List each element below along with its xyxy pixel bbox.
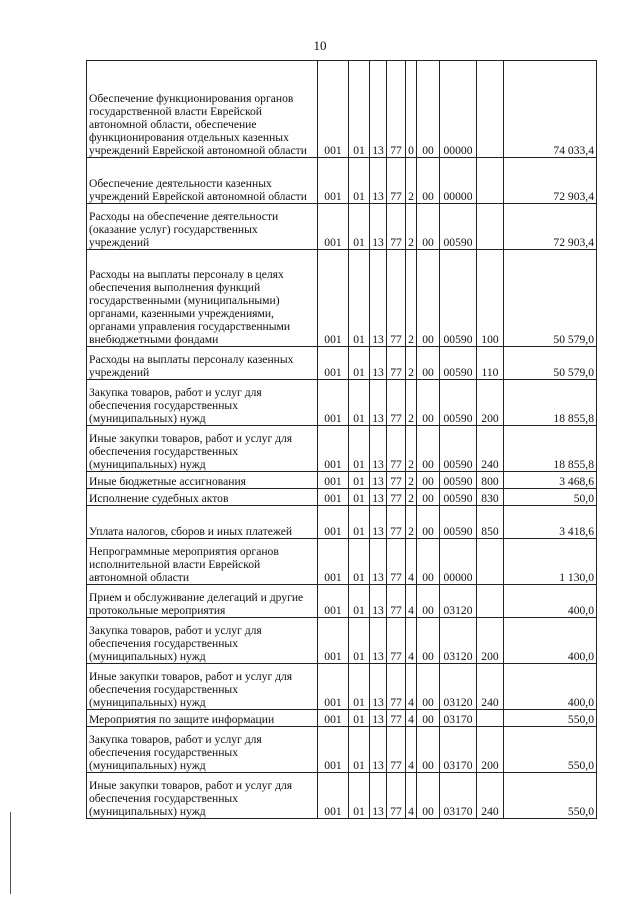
cell-ved: 001 (318, 472, 349, 489)
table-row (87, 727, 597, 773)
cell-direction: 00 (417, 380, 440, 426)
cell-expense-type (477, 61, 504, 158)
cell-rz: 01 (349, 773, 370, 819)
cell-ved: 001 (318, 347, 349, 380)
cell-code: 00000 (440, 158, 477, 204)
cell-expense-type: 200 (477, 380, 504, 426)
cell-rz: 01 (349, 585, 370, 618)
table-row (87, 204, 597, 250)
cell-expense-type: 110 (477, 347, 504, 380)
row-name: Прием и обслуживание делегаций и другие протокольные мероприятия (87, 585, 318, 618)
cell-ved: 001 (318, 664, 349, 710)
cell-code: 03120 (440, 664, 477, 710)
table-row (87, 426, 597, 472)
row-name: Мероприятия по защите информации (87, 710, 318, 727)
cell-amount: 50 579,0 (504, 250, 597, 347)
cell-amount: 550,0 (504, 727, 597, 773)
row-name: Иные закупки товаров, работ и услуг для обеспечения государственных (муниципальных) нужд (87, 426, 318, 472)
cell-expense-type (477, 710, 504, 727)
cell-expense-type: 240 (477, 426, 504, 472)
cell-rz: 01 (349, 426, 370, 472)
cell-pr: 13 (370, 585, 387, 618)
cell-expense-type (477, 158, 504, 204)
cell-code: 03170 (440, 710, 477, 727)
cell-amount: 18 855,8 (504, 380, 597, 426)
cell-rz: 01 (349, 380, 370, 426)
budget-table (86, 60, 597, 819)
cell-rz: 01 (349, 472, 370, 489)
cell-ved: 001 (318, 426, 349, 472)
row-name: Иные бюджетные ассигнования (87, 472, 318, 489)
cell-pr: 13 (370, 204, 387, 250)
cell-ved: 001 (318, 380, 349, 426)
cell-amount: 550,0 (504, 773, 597, 819)
cell-program: 77 (387, 61, 406, 158)
table-row (87, 250, 597, 347)
cell-ved: 001 (318, 61, 349, 158)
cell-amount: 550,0 (504, 710, 597, 727)
cell-pr: 13 (370, 347, 387, 380)
table-row (87, 347, 597, 380)
cell-program: 77 (387, 710, 406, 727)
cell-direction: 00 (417, 506, 440, 539)
cell-pr: 13 (370, 250, 387, 347)
table-row (87, 773, 597, 819)
cell-amount: 400,0 (504, 664, 597, 710)
cell-code: 03170 (440, 727, 477, 773)
cell-direction: 00 (417, 489, 440, 506)
cell-expense-type: 830 (477, 489, 504, 506)
cell-direction: 00 (417, 158, 440, 204)
cell-pr: 13 (370, 664, 387, 710)
cell-amount: 18 855,8 (504, 426, 597, 472)
cell-program: 77 (387, 539, 406, 585)
cell-ved: 001 (318, 506, 349, 539)
row-name: Иные закупки товаров, работ и услуг для обеспечения государственных (муниципальных) нужд (87, 664, 318, 710)
cell-pr: 13 (370, 61, 387, 158)
cell-code: 00590 (440, 380, 477, 426)
cell-subprogram: 2 (406, 250, 417, 347)
row-name: Уплата налогов, сборов и иных платежей (87, 506, 318, 539)
cell-direction: 00 (417, 727, 440, 773)
cell-direction: 00 (417, 773, 440, 819)
cell-program: 77 (387, 472, 406, 489)
row-name: Закупка товаров, работ и услуг для обеспечения государственных (муниципальных) нужд (87, 380, 318, 426)
cell-rz: 01 (349, 158, 370, 204)
cell-pr: 13 (370, 727, 387, 773)
cell-ved: 001 (318, 158, 349, 204)
cell-amount: 72 903,4 (504, 158, 597, 204)
cell-code: 00000 (440, 61, 477, 158)
cell-amount: 1 130,0 (504, 539, 597, 585)
cell-expense-type: 800 (477, 472, 504, 489)
cell-code: 00590 (440, 472, 477, 489)
row-name: Исполнение судебных актов (87, 489, 318, 506)
table-row (87, 489, 597, 506)
margin-line (10, 812, 11, 894)
cell-code: 00000 (440, 539, 477, 585)
cell-subprogram: 2 (406, 472, 417, 489)
cell-subprogram: 4 (406, 773, 417, 819)
row-name: Закупка товаров, работ и услуг для обеспечения государственных (муниципальных) нужд (87, 727, 318, 773)
table-row (87, 472, 597, 489)
cell-rz: 01 (349, 618, 370, 664)
cell-subprogram: 4 (406, 664, 417, 710)
cell-direction: 00 (417, 426, 440, 472)
table-row (87, 618, 597, 664)
row-name: Обеспечение функционирования органов государственной власти Еврейской автономной области, обеспечение функционирования отдельных казенных учреждений Еврейской автономной области (87, 61, 318, 158)
cell-direction: 00 (417, 585, 440, 618)
cell-ved: 001 (318, 773, 349, 819)
cell-expense-type (477, 585, 504, 618)
cell-amount: 3 418,6 (504, 506, 597, 539)
row-name: Расходы на выплаты персоналу в целях обеспечения выполнения функций государственными (муниципальными) органами, казенными учреждениями, органами управления государственными внебюджетными фондами (87, 250, 318, 347)
cell-direction: 00 (417, 710, 440, 727)
table-row (87, 539, 597, 585)
cell-expense-type: 200 (477, 727, 504, 773)
table-row (87, 158, 597, 204)
cell-direction: 00 (417, 664, 440, 710)
cell-subprogram: 2 (406, 426, 417, 472)
table-row (87, 61, 597, 158)
cell-amount: 50,0 (504, 489, 597, 506)
cell-ved: 001 (318, 710, 349, 727)
cell-pr: 13 (370, 539, 387, 585)
cell-rz: 01 (349, 347, 370, 380)
cell-subprogram: 4 (406, 539, 417, 585)
cell-ved: 001 (318, 618, 349, 664)
cell-subprogram: 4 (406, 727, 417, 773)
cell-pr: 13 (370, 506, 387, 539)
cell-rz: 01 (349, 204, 370, 250)
table-row (87, 664, 597, 710)
cell-amount: 74 033,4 (504, 61, 597, 158)
cell-rz: 01 (349, 250, 370, 347)
cell-subprogram: 2 (406, 158, 417, 204)
cell-subprogram: 2 (406, 489, 417, 506)
table-row (87, 585, 597, 618)
cell-program: 77 (387, 204, 406, 250)
cell-expense-type: 240 (477, 773, 504, 819)
cell-subprogram: 2 (406, 506, 417, 539)
cell-amount: 50 579,0 (504, 347, 597, 380)
cell-pr: 13 (370, 472, 387, 489)
cell-rz: 01 (349, 539, 370, 585)
cell-direction: 00 (417, 347, 440, 380)
cell-subprogram: 4 (406, 585, 417, 618)
cell-program: 77 (387, 380, 406, 426)
cell-program: 77 (387, 506, 406, 539)
cell-subprogram: 4 (406, 710, 417, 727)
cell-program: 77 (387, 158, 406, 204)
page-number: 10 (313, 38, 327, 53)
cell-expense-type: 100 (477, 250, 504, 347)
cell-pr: 13 (370, 773, 387, 819)
cell-ved: 001 (318, 204, 349, 250)
row-name: Расходы на обеспечение деятельности (оказание услуг) государственных учреждений (87, 204, 318, 250)
table-row (87, 380, 597, 426)
cell-amount: 3 468,6 (504, 472, 597, 489)
cell-program: 77 (387, 347, 406, 380)
table-row (87, 710, 597, 727)
cell-rz: 01 (349, 489, 370, 506)
cell-expense-type: 200 (477, 618, 504, 664)
cell-program: 77 (387, 250, 406, 347)
cell-direction: 00 (417, 472, 440, 489)
cell-pr: 13 (370, 618, 387, 664)
cell-code: 00590 (440, 347, 477, 380)
cell-code: 03120 (440, 585, 477, 618)
cell-program: 77 (387, 618, 406, 664)
cell-ved: 001 (318, 489, 349, 506)
cell-code: 03170 (440, 773, 477, 819)
cell-ved: 001 (318, 585, 349, 618)
cell-program: 77 (387, 585, 406, 618)
cell-rz: 01 (349, 727, 370, 773)
cell-program: 77 (387, 773, 406, 819)
cell-code: 00590 (440, 204, 477, 250)
cell-pr: 13 (370, 158, 387, 204)
cell-program: 77 (387, 489, 406, 506)
cell-expense-type (477, 539, 504, 585)
cell-program: 77 (387, 426, 406, 472)
cell-direction: 00 (417, 250, 440, 347)
cell-expense-type: 850 (477, 506, 504, 539)
cell-expense-type (477, 204, 504, 250)
table-row (87, 506, 597, 539)
cell-direction: 00 (417, 539, 440, 585)
cell-code: 00590 (440, 506, 477, 539)
cell-expense-type: 240 (477, 664, 504, 710)
cell-ved: 001 (318, 539, 349, 585)
row-name: Обеспечение деятельности казенных учреждений Еврейской автономной области (87, 158, 318, 204)
cell-direction: 00 (417, 618, 440, 664)
cell-amount: 400,0 (504, 618, 597, 664)
cell-subprogram: 2 (406, 204, 417, 250)
cell-rz: 01 (349, 710, 370, 727)
cell-code: 00590 (440, 426, 477, 472)
cell-pr: 13 (370, 380, 387, 426)
cell-subprogram: 4 (406, 618, 417, 664)
cell-amount: 400,0 (504, 585, 597, 618)
cell-ved: 001 (318, 727, 349, 773)
row-name: Расходы на выплаты персоналу казенных учреждений (87, 347, 318, 380)
cell-rz: 01 (349, 506, 370, 539)
cell-pr: 13 (370, 426, 387, 472)
cell-subprogram: 0 (406, 61, 417, 158)
cell-subprogram: 2 (406, 347, 417, 380)
row-name: Закупка товаров, работ и услуг для обеспечения государственных (муниципальных) нужд (87, 618, 318, 664)
cell-code: 00590 (440, 250, 477, 347)
cell-code: 03120 (440, 618, 477, 664)
row-name: Иные закупки товаров, работ и услуг для обеспечения государственных (муниципальных) нужд (87, 773, 318, 819)
cell-code: 00590 (440, 489, 477, 506)
cell-program: 77 (387, 727, 406, 773)
cell-subprogram: 2 (406, 380, 417, 426)
cell-direction: 00 (417, 61, 440, 158)
cell-pr: 13 (370, 710, 387, 727)
row-name: Непрограммные мероприятия органов исполнительной власти Еврейской автономной области (87, 539, 318, 585)
cell-direction: 00 (417, 204, 440, 250)
cell-rz: 01 (349, 664, 370, 710)
cell-ved: 001 (318, 250, 349, 347)
cell-program: 77 (387, 664, 406, 710)
cell-amount: 72 903,4 (504, 204, 597, 250)
cell-rz: 01 (349, 61, 370, 158)
cell-pr: 13 (370, 489, 387, 506)
